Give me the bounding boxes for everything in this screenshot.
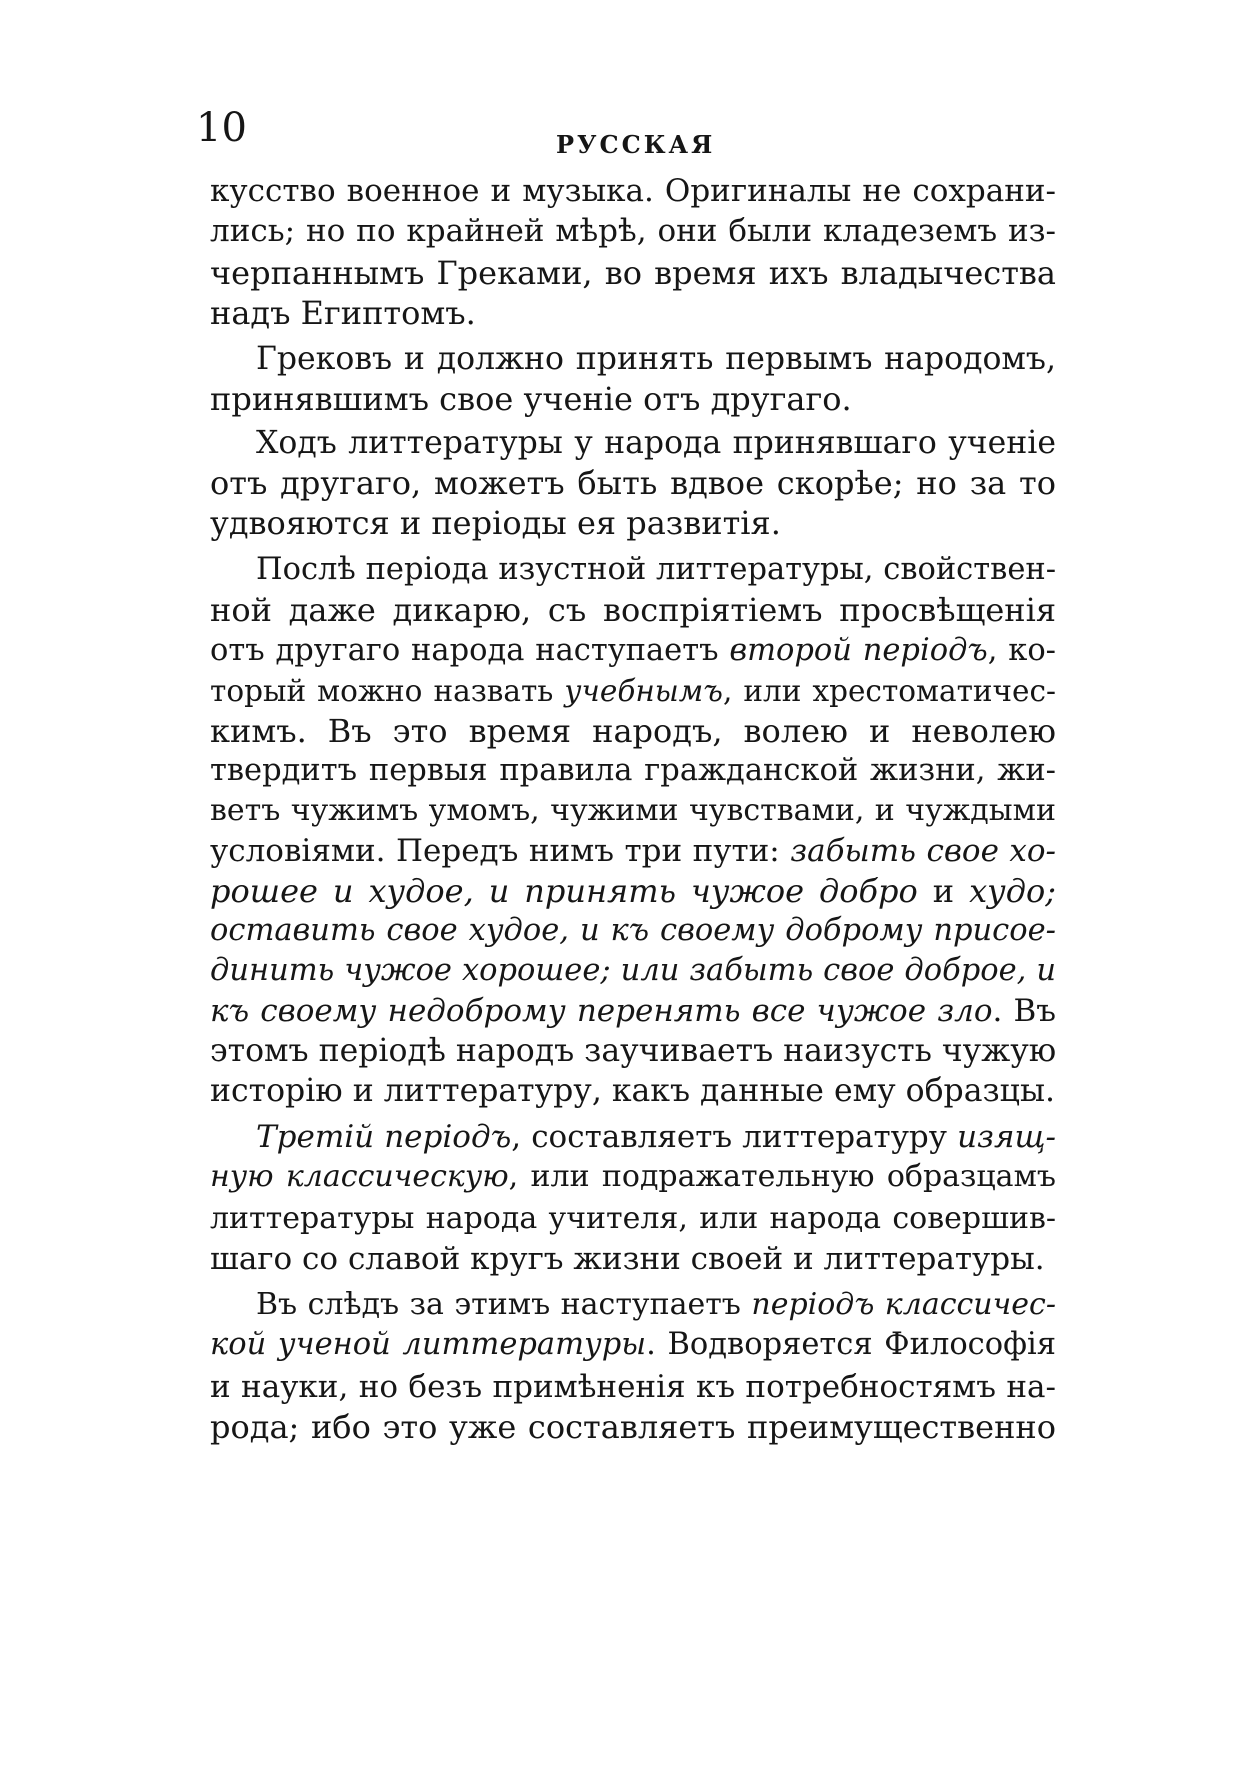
italic-text-segment: забыть свое хо- [790,833,1056,869]
italic-text-segment: второй періодъ [729,633,988,668]
text-segment: этомъ періодѣ народъ заучиваетъ наизусть чужую [210,1033,1056,1069]
italic-text-segment: динить чужое хорошее; или забыть свое доброе, и [210,953,1056,988]
text-segment: надъ Египтомъ. [210,294,476,332]
italic-text-segment: худо; [969,872,1056,910]
text-segment: литтературы народа учителя, или народа совершив- [210,1201,1056,1236]
text-segment: лись; но по крайней мѣрѣ, они были кладеземъ из- [210,213,1056,249]
text-segment: отъ другаго, можетъ быть вдвое скорѣе; но за то [210,464,1056,502]
italic-text-segment: Третій періодъ [256,1119,512,1155]
text-segment: , составляетъ литтературу [511,1119,958,1155]
text-line [210,1234,1056,1284]
text-segment: шаго со славой кругъ жизни своей и литтературы. [210,1241,1045,1277]
text-segment: , или хрестоматичес- [722,674,1056,708]
text-segment: твердитъ первыя правила гражданской жизни, жи- [210,753,1056,788]
italic-text-segment: учебнымъ [564,674,723,708]
text-segment: торый можно назвать [210,674,565,708]
italic-text-segment: къ своему недоброму перенять все чужое зло [210,993,993,1029]
text-segment: Въ слѣдъ за этимъ наступаетъ [256,1287,752,1322]
text-segment: кусство военное и музыка. Оригиналы не сохрани- [210,173,1056,209]
italic-text-segment: ную классическую [210,1159,509,1194]
text-segment: удвояются и періоды ея развитія. [210,504,781,542]
italic-text-segment: кой ученой литтературы [210,1327,647,1362]
text-segment: рода; ибо это уже составляетъ преимущественно [210,1408,1056,1446]
text-segment: ной даже дикарю, съ воспріятіемъ просвѣщенія [210,591,1056,629]
text-line [210,288,1056,338]
text-segment: и [917,872,970,910]
text-segment: и науки, но безъ примѣненія къ потребностямъ на- [210,1369,1056,1405]
page-number: 10 [196,105,247,151]
italic-text-segment: оставить свое худое, и къ своему доброму присое- [210,913,1056,948]
text-segment: черпаннымъ Греками, во время ихъ владычества [210,254,1056,292]
text-line [210,374,1056,424]
text-segment: принявшимъ свое ученіе отъ другаго. [210,380,852,418]
text-line [210,1402,1056,1452]
text-segment: , ко- [987,633,1056,668]
italic-text-segment: изящ- [957,1119,1056,1155]
italic-text-segment: періодъ классичес- [751,1287,1056,1322]
text-line [210,498,1056,548]
text-segment: кимъ. Въ это время народъ, волею и неволею [210,712,1056,750]
text-segment: ветъ чужимъ умомъ, чужими чувствами, и чуждыми [210,793,1056,828]
text-segment: Послѣ періода изустной литтературы, свойствен- [256,552,1056,587]
text-line [210,1066,1056,1116]
text-segment: . Водворяется Философія [646,1327,1056,1362]
text-segment: отъ другаго народа наступаетъ [210,633,730,668]
text-segment: исторію и литтературу, какъ данные ему образцы. [210,1073,1056,1109]
text-segment: Грековъ и должно принять первымъ народомъ, [256,341,1056,377]
text-segment: . Въ [992,993,1056,1029]
text-segment: , или подражательную образцамъ [508,1159,1056,1194]
italic-text-segment: рошее и худое, и принять чужое добро [210,872,918,910]
text-segment: условіями. Передъ нимъ три пути: [210,833,791,869]
running-title: РУССКАЯ [556,130,716,159]
text-segment: Ходъ литтературы у народа принявшаго ученіе [256,425,1056,461]
